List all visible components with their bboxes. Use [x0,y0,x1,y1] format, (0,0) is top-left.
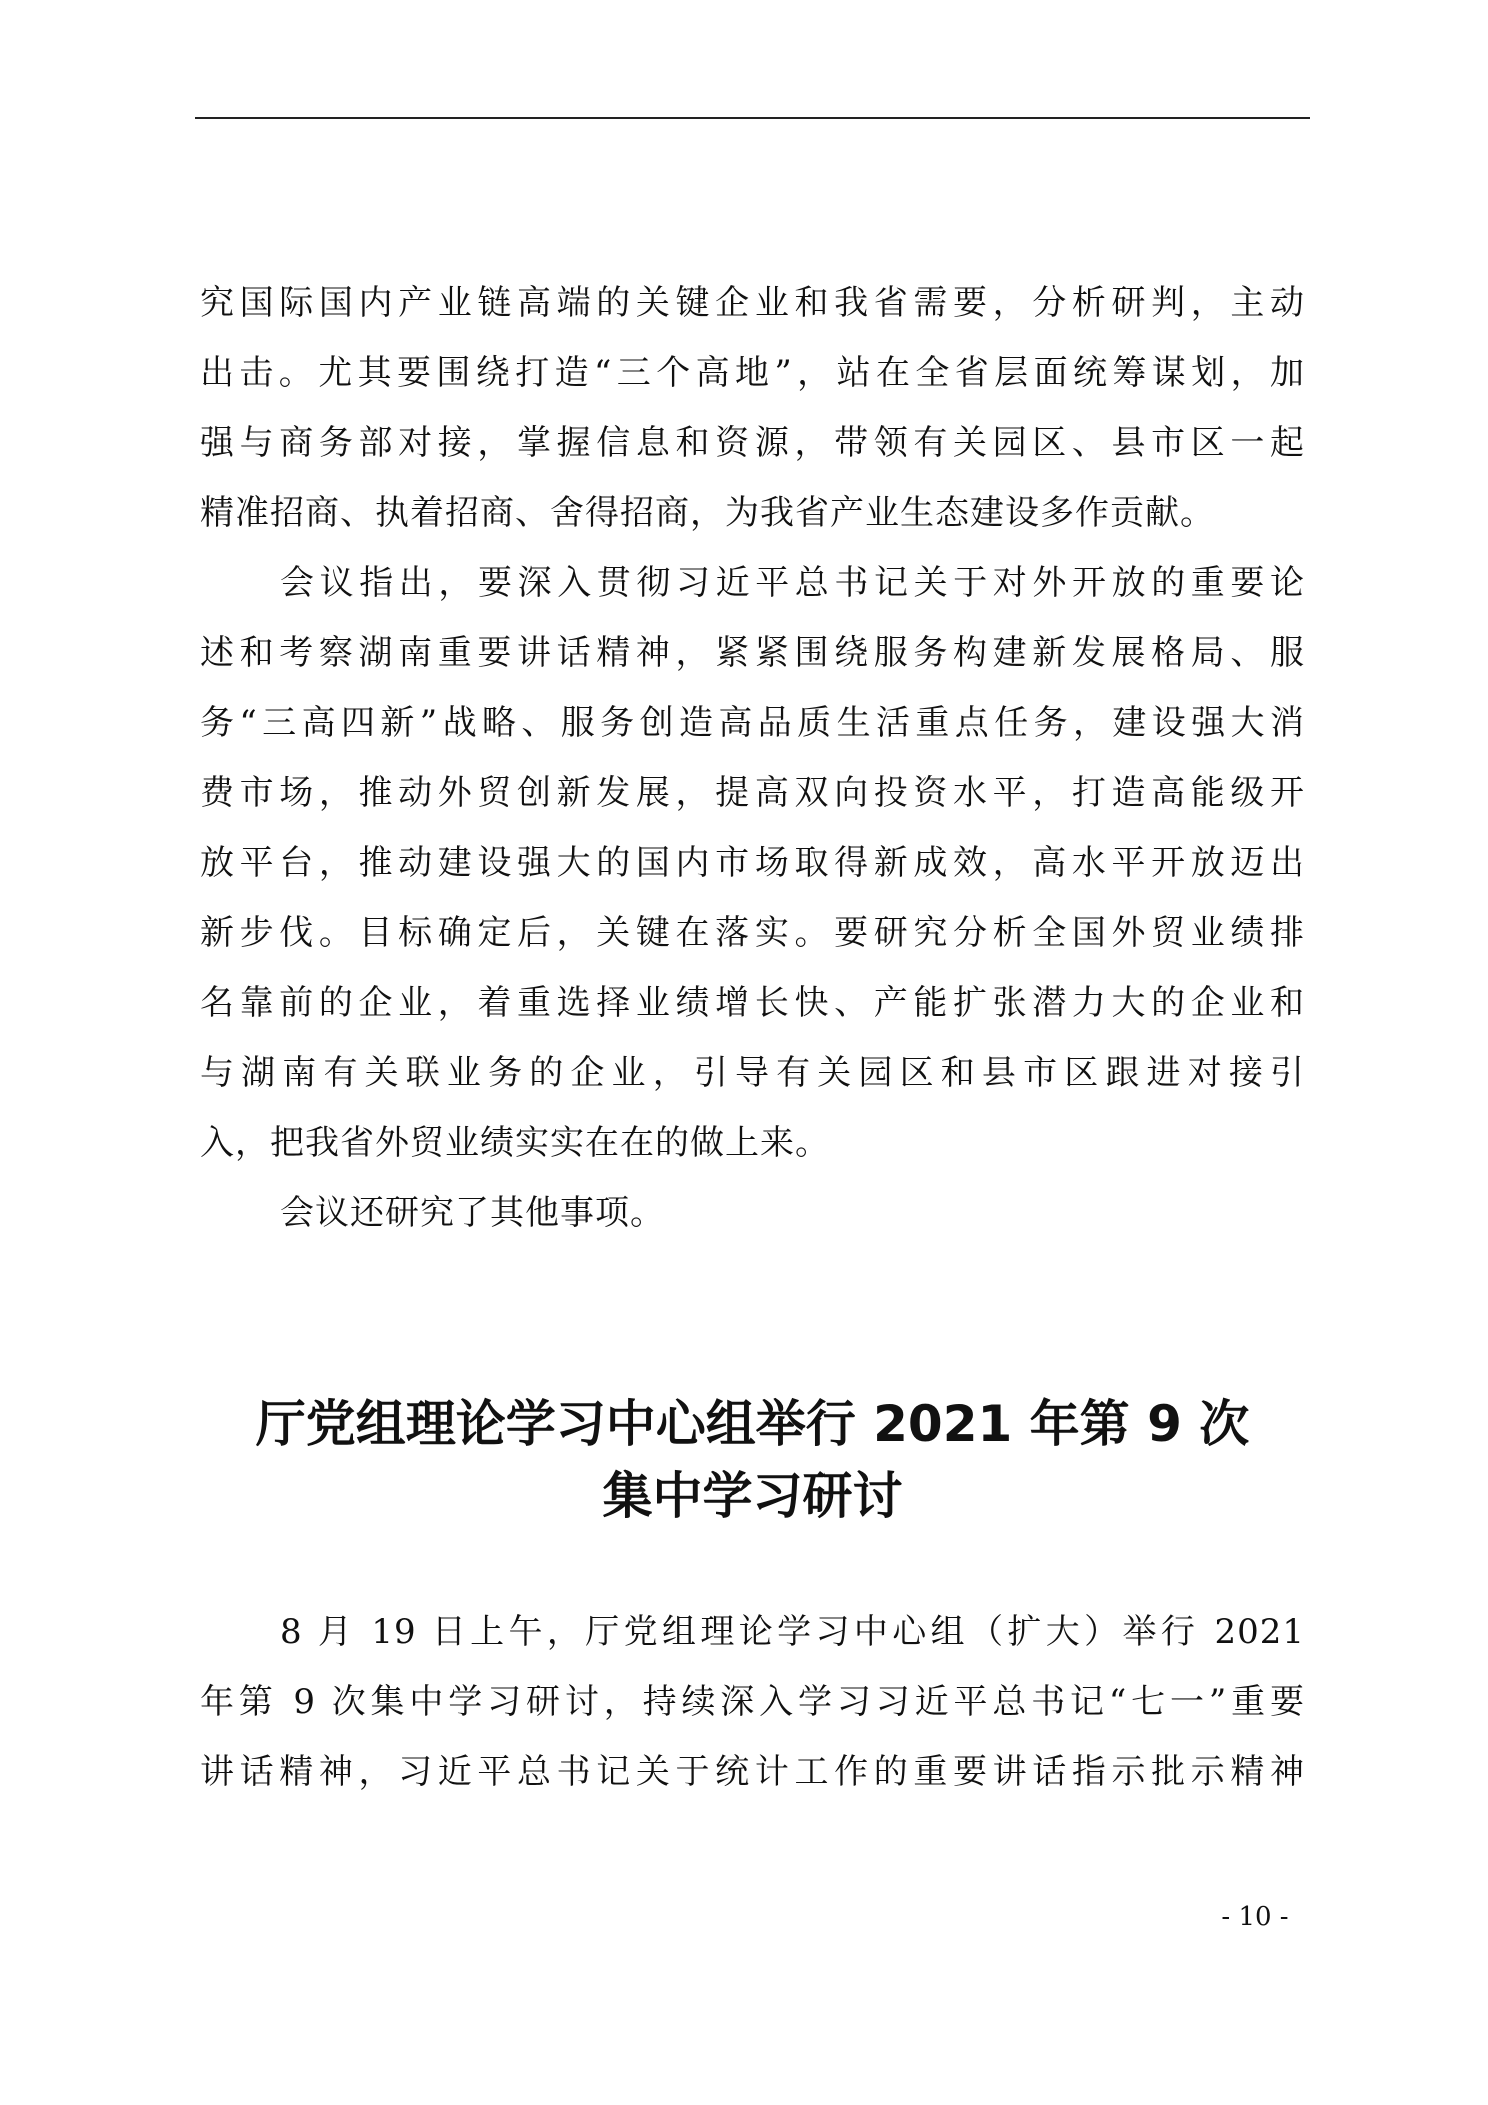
body-line: 新步伐。目标确定后，关键在落实。要研究分析全国外贸业绩排 [200,913,1305,953]
body-line: 会议还研究了其他事项。 [280,1193,665,1233]
body-line: 务“三高四新”战略、服务创造高品质生活重点任务，建设强大消 [200,703,1305,743]
body-line: 会议指出，要深入贯彻习近平总书记关于对外开放的重要论 [280,563,1305,603]
body-line: 放平台，推动建设强大的国内市场取得新成效，高水平开放迈出 [200,843,1305,883]
body-line: 讲话精神，习近平总书记关于统计工作的重要讲话指示批示精神 [200,1752,1305,1792]
body-line: 出击。尤其要围绕打造“三个高地”，站在全省层面统筹谋划，加 [200,353,1305,393]
body-line: 年第 9 次集中学习研讨，持续深入学习习近平总书记“七一”重要 [200,1682,1305,1722]
body-line: 与湖南有关联业务的企业，引导有关园区和县市区跟进对接引 [200,1053,1305,1093]
article-title: 集中学习研讨 [602,1467,903,1525]
body-line: 精准招商、执着招商、舍得招商，为我省产业生态建设多作贡献。 [200,493,1215,533]
page-number: - 10 - [1221,1902,1289,1932]
article-title: 厅党组理论学习中心组举行 2021 年第 9 次 [255,1395,1250,1453]
body-line: 述和考察湖南重要讲话精神，紧紧围绕服务构建新发展格局、服 [200,633,1305,673]
body-line: 费市场，推动外贸创新发展，提高双向投资水平，打造高能级开 [200,773,1305,813]
body-line: 名靠前的企业，着重选择业绩增长快、产能扩张潜力大的企业和 [200,983,1305,1023]
body-line: 究国际国内产业链高端的关键企业和我省需要，分析研判，主动 [200,283,1305,323]
body-line: 8 月 19 日上午，厅党组理论学习中心组（扩大）举行 2021 [280,1612,1305,1652]
body-line: 强与商务部对接，掌握信息和资源，带领有关园区、县市区一起 [200,423,1305,463]
header-rule [195,117,1310,119]
body-line: 入，把我省外贸业绩实实在在的做上来。 [200,1123,830,1163]
